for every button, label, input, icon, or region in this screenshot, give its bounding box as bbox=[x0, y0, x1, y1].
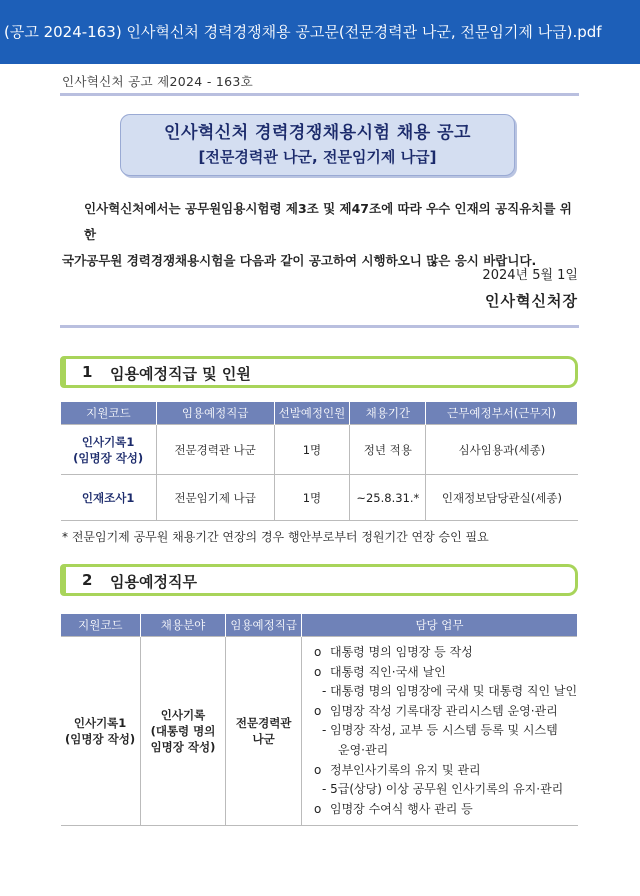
count-cell: 1명 bbox=[274, 475, 350, 521]
duty-subitem-continuation: 운영·관리 bbox=[337, 742, 389, 757]
announcement-title-box bbox=[120, 114, 515, 176]
announcement-number: 인사혁신처 공고 제2024 - 163호 bbox=[62, 74, 254, 89]
header-cell: 담당 업무 bbox=[301, 614, 577, 637]
section-2-number: 2 bbox=[82, 571, 93, 589]
code-sublabel: (임명장 작성) bbox=[65, 732, 136, 747]
code-label: 인사기록1 bbox=[73, 716, 127, 731]
section-2-header bbox=[60, 564, 578, 596]
header-cell: 채용기간 bbox=[350, 402, 426, 425]
duty-subitem: - 5급(상당) 이상 공무원 인사기록의 유지·관리 bbox=[321, 782, 564, 797]
footnote: * 전문임기제 공무원 채용기간 연장의 경우 행안부로부터 정원기간 연장 승인 필요 bbox=[62, 530, 489, 544]
code-label: 인사기록1 bbox=[81, 434, 135, 449]
duty-item: o 임명장 작성 기록대장 관리시스템 운영·관리 bbox=[314, 702, 578, 722]
duty-subitem: - 대통령 명의 임명장에 국새 및 대통령 직인 날인 bbox=[321, 684, 578, 699]
field-line: 인사기록 bbox=[160, 708, 206, 723]
intro-paragraph bbox=[62, 196, 582, 274]
duty-item: o 대통령 직인·국새 날인 bbox=[314, 663, 578, 683]
duty-item: o 대통령 명의 임명장 등 작성 bbox=[314, 643, 578, 663]
duty-item: o 임명장 수여식 행사 관리 등 bbox=[314, 800, 578, 820]
field-line: 임명장 작성) bbox=[150, 740, 216, 755]
intro-line-2: 국가공무원 경력경쟁채용시험을 다음과 같이 공고하여 시행하오니 많은 응시 바랍니다. bbox=[62, 253, 537, 268]
section-1-header bbox=[60, 356, 578, 388]
duty-subitem: - 임명장 작성, 교부 등 시스템 등록 및 시스템 bbox=[321, 723, 558, 738]
duty-item: o 정부인사기록의 유지 및 관리 bbox=[314, 761, 578, 781]
intro-line-1: 인사혁신처에서는 공무원임용시험령 제3조 및 제47조에 따라 우수 인재의 공직유치를 위한 bbox=[84, 201, 572, 242]
period-cell: ~25.8.31.* bbox=[350, 475, 426, 521]
code-cell bbox=[61, 637, 141, 826]
table-header-row bbox=[61, 402, 578, 425]
window-title-bar bbox=[0, 0, 640, 64]
header-cell: 임용예정직급 bbox=[226, 614, 302, 637]
grade-line: 나군 bbox=[252, 732, 275, 747]
period-cell: 정년 적용 bbox=[350, 425, 426, 475]
duties-cell bbox=[301, 637, 577, 826]
middle-divider bbox=[60, 325, 579, 328]
grade-cell: 전문임기제 나급 bbox=[156, 475, 274, 521]
dept-cell: 심사임용과(세종) bbox=[426, 425, 578, 475]
section-1-number: 1 bbox=[82, 363, 93, 381]
top-divider bbox=[60, 93, 579, 96]
section-1-title: 임용예정직급 및 인원 bbox=[110, 365, 251, 383]
header-cell: 지원코드 bbox=[61, 614, 141, 637]
count-cell: 1명 bbox=[274, 425, 350, 475]
header-cell: 임용예정직급 bbox=[156, 402, 274, 425]
field-cell bbox=[140, 637, 226, 826]
header-cell: 채용분야 bbox=[140, 614, 226, 637]
table-row bbox=[61, 637, 578, 826]
positions-table bbox=[60, 402, 578, 521]
window-title: (공고 2024-163) 인사혁신처 경력경쟁채용 공고문(전문경력관 나군, 전문임기제 나급).pdf bbox=[4, 23, 602, 41]
grade-cell: 전문경력관 나군 bbox=[156, 425, 274, 475]
table-row bbox=[61, 425, 578, 475]
announcement-title: 인사혁신처 경력경쟁채용시험 채용 공고 bbox=[164, 123, 471, 143]
header-cell: 지원코드 bbox=[61, 402, 157, 425]
issuer-name: 인사혁신처장 bbox=[485, 292, 578, 310]
code-cell bbox=[61, 425, 157, 475]
header-cell: 근무예정부서(근무지) bbox=[426, 402, 578, 425]
code-cell: 인재조사1 bbox=[61, 475, 157, 521]
duties-table bbox=[60, 614, 578, 826]
announcement-subtitle: [전문경력관 나군, 전문임기제 나급] bbox=[198, 148, 437, 166]
announcement-date: 2024년 5월 1일 bbox=[482, 268, 578, 283]
grade-cell bbox=[226, 637, 302, 826]
code-sublabel: (임명장 작성) bbox=[73, 450, 144, 465]
field-line: (대통령 명의 bbox=[150, 724, 216, 739]
header-cell: 선발예정인원 bbox=[274, 402, 350, 425]
dept-cell: 인재정보담당관실(세종) bbox=[426, 475, 578, 521]
table-header-row bbox=[61, 614, 578, 637]
grade-line: 전문경력관 bbox=[235, 716, 292, 731]
table-row bbox=[61, 475, 578, 521]
section-2-title: 임용예정직무 bbox=[110, 573, 197, 591]
